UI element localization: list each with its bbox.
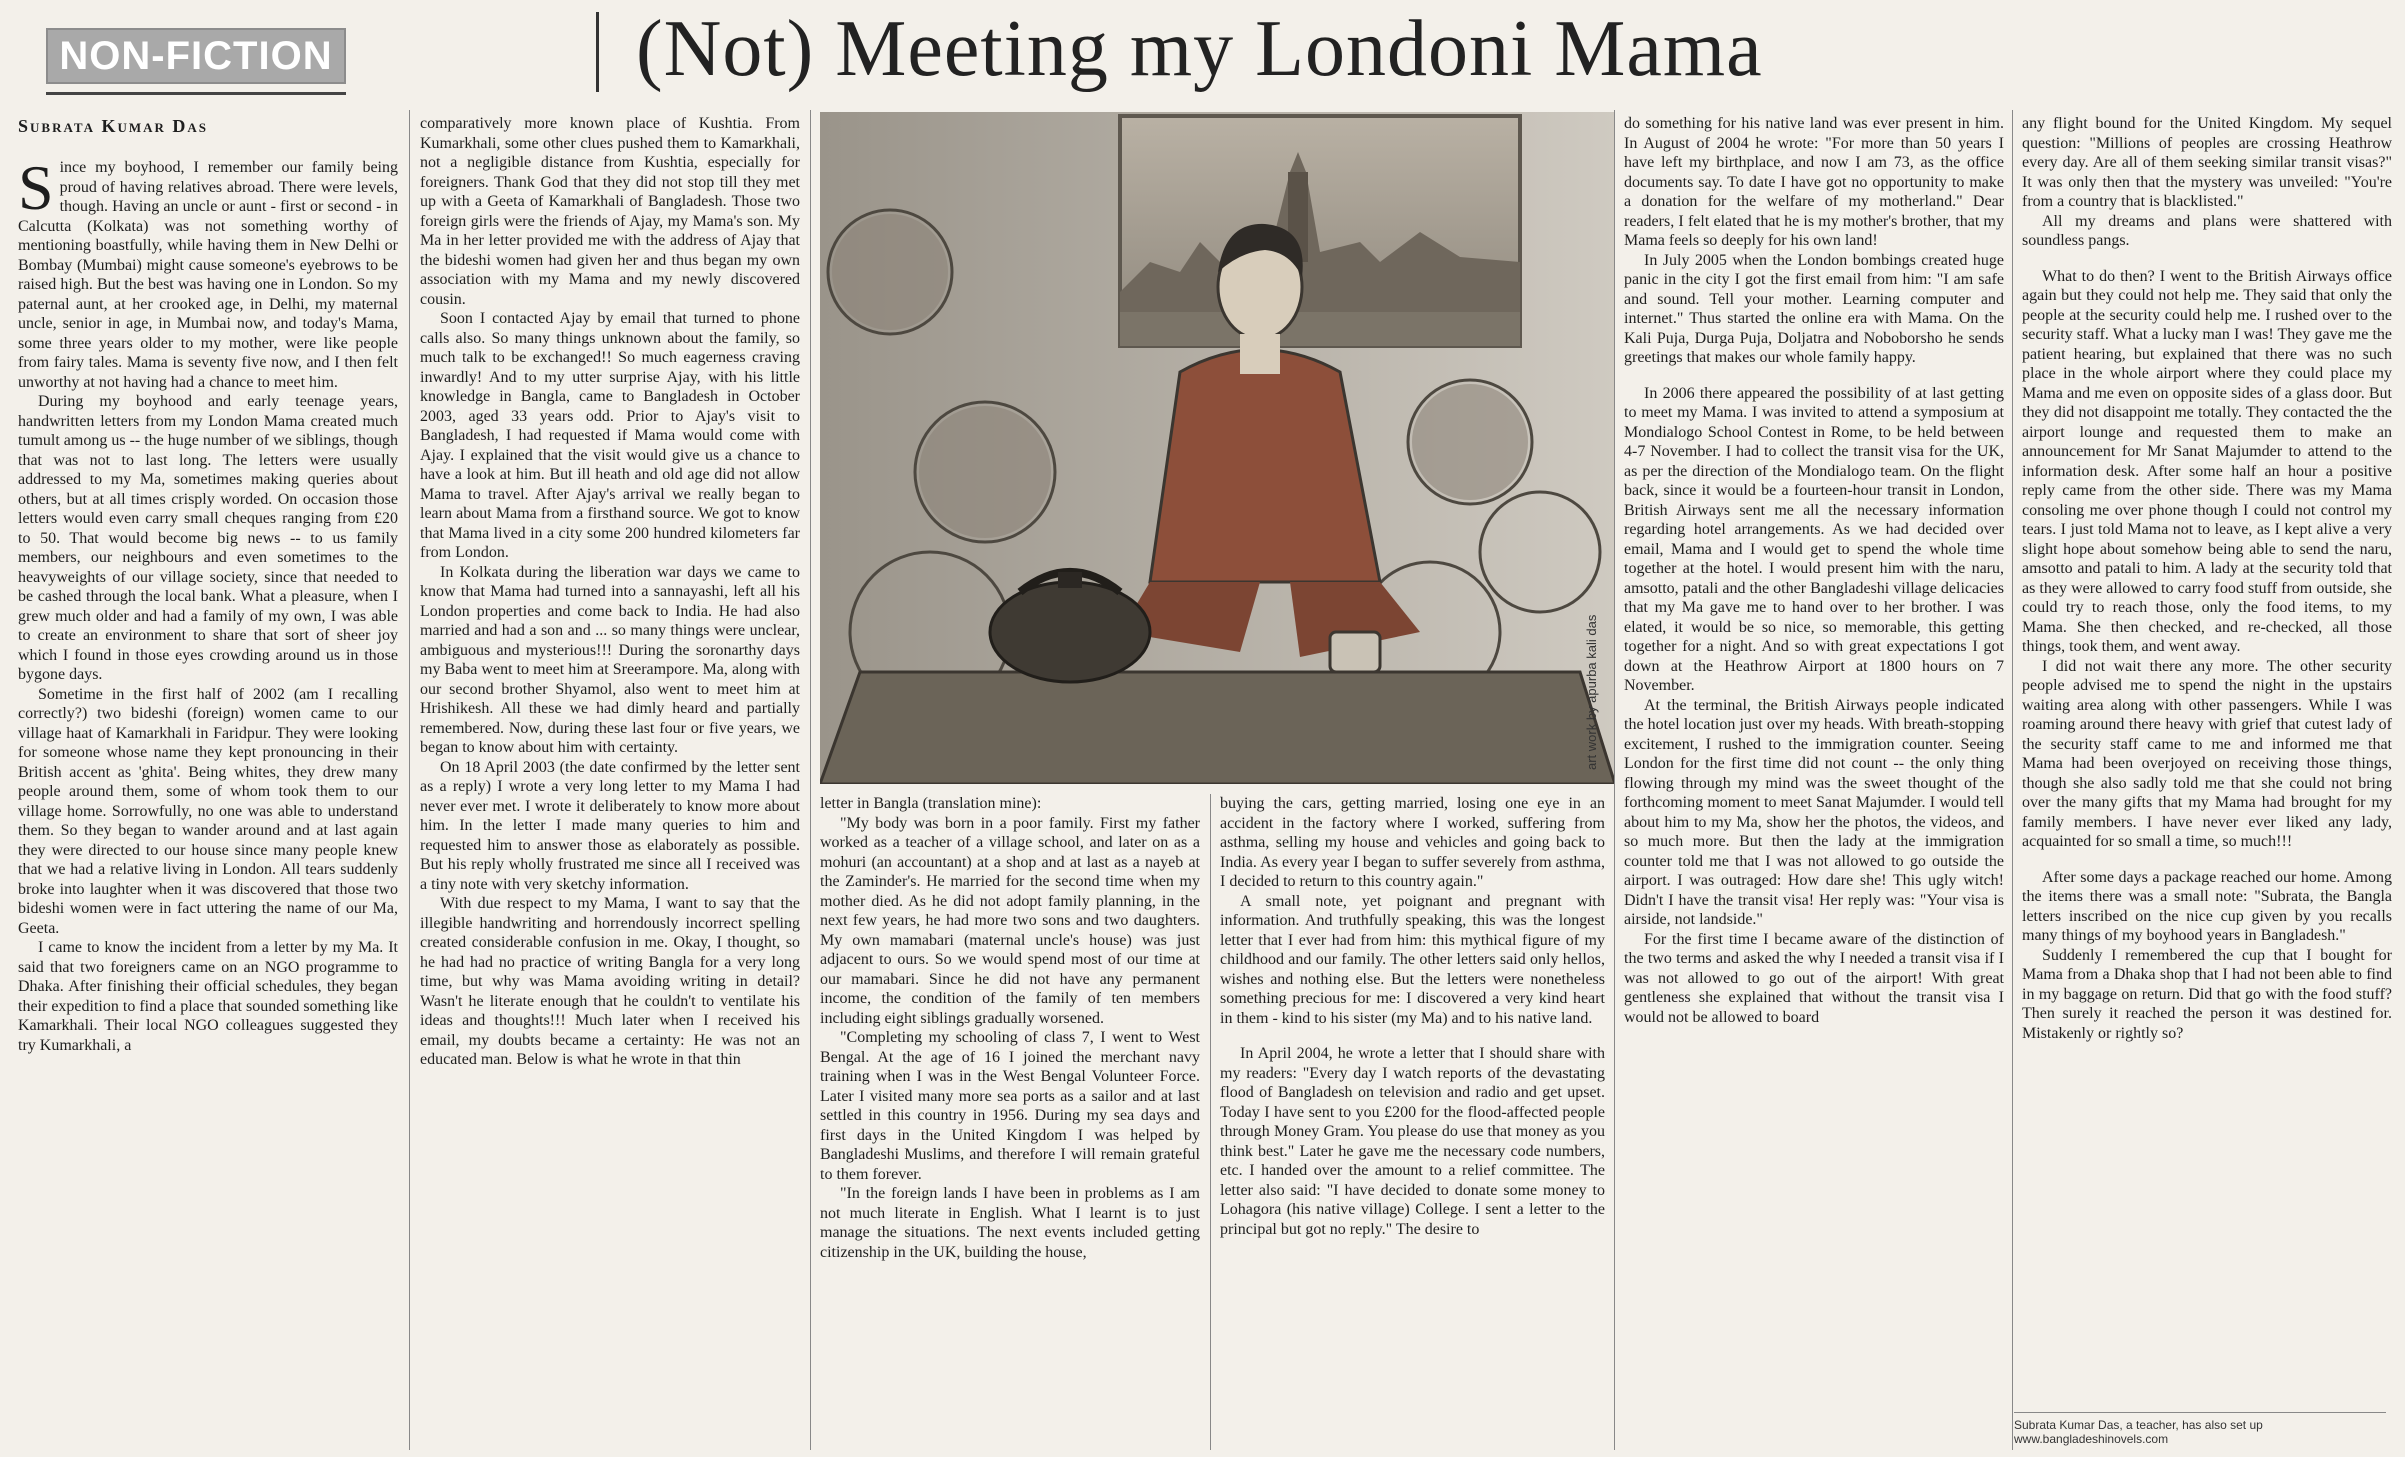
paragraph: During my boyhood and early teenage years, handwritten letters from my London Mama created much tumult among us -- the huge number of we siblings, though that was not to last long. The letters were usually addressed to my Ma, sometimes making queries about others, but at all times crisply worded. On occasion those letters would even carry small cheques ranging from £20 to 50. That would become big news -- to us family members, our neighbours and even sometimes to the heavyweights of our village society, since that needed to be cashed through the local bank. What a pleasure, when I grew much older and had a family of my own, I was able to create an environment to share that sort of sheer joy which I found in those eyes crowding around us in those bygone days. [18, 393, 398, 683]
paragraph: buying the cars, getting married, losing one eye in an accident in the factory where I worked, suffering from asthma, selling my house and vehicles and going back to India. As every year I began to suffer severely from asthma, I decided to return to this country again." [1220, 795, 1605, 890]
paragraph: In Kolkata during the liberation war days we came to know that Mama had turned into a sannayashi, left all his London properties and come back to India. He had also married and had a son and ... so many things were unclear, ambiguous and mysterious!!! During the soronarthy days my Baba went to meet him at Sreerampore. Ma, along with our second brother Shyamol, also went to meet him at Hrishikesh. All these we had dimly heard and partially remembered. Now, during these last four or five years, we began to know about him with certainty. [420, 563, 800, 756]
footnote-rule [2014, 1412, 2386, 1413]
author-note: Subrata Kumar Das, a teacher, has also set up www.bangladeshinovels.com [2014, 1418, 2263, 1446]
paragraph: In July 2005 when the London bombings created huge panic in the city I got the first email from him: "I am safe and sound. Tell your mother. Learning computer and internet." Thus started the online era with Mama. On the Kali Puja, Durga Puja, Doljatra and Noboborsho he sends greetings that makes our whole family happy. [1624, 251, 2004, 366]
artwork-svg [820, 112, 1615, 784]
paragraph: In 2006 there appeared the possibility of at last getting to meet my Mama. I was invited to attend a symposium at Mondialogo School Contest in Rome, to be held between 4-7 November. I had to collect the transit visa for the UK, as per the direction of the Mondialogo team. On the flight back, since it would be a fourteen-hour transit in London, British Airways sent me all the necessary information regarding hotel arrangements. As we had decided over email, Mama and I would get to spend the whole time together at the hotel. I would present him with the naru, amsotto, patali and the other Bangladeshi village delicacies that my Ma gave me to hand over to her brother. I was elated, it would be so nice, so memorable, this getting together for a night. And so with great expectations I got down at the Heathrow Airport at 1800 hours on 7 November. [1624, 384, 2004, 694]
paragraph: For the first time I became aware of the distinction of the two terms and asked the why I needed a transit visa if I was not allowed to go out of the airport! With great gentleness she explained that without the transit visa I would not be allowed to board [1624, 930, 2004, 1026]
paragraph: Soon I contacted Ajay by email that turned to phone calls also. So many things unknown about the family, so much talk to be exchanged!! So much eagerness craving inwardly! And to my utter surprise Ajay, with his little knowledge in Bangla, came to Bangladesh in October 2003, aged 33 years odd. Prior to Ajay's visit to Bangladesh, I had requested if Mama would come with Ajay. I explained that the visit would give us a chance to have a look at him. But ill heath and old age did not allow Mama to travel. After Ajay's arrival we really began to learn about Mama from a firsthand source. We got to know that Mama lived in a city some 200 hundred kilometers far from London. [420, 310, 800, 561]
paragraph: Sometime in the first half of 2002 (am I recalling correctly?) two bideshi (foreign) women came to our village haat of Kamarkhali in Faridpur. They were looking for someone whose name they kept pronouncing in their British accent as 'ghita'. Being whites, they drew many people around them, some of whom took them to our village home. Sorrowfully, no one was able to understand them. So they began to wander around and at last again they were directed to our house since many people knew that we had a relative living in London. All tears suddenly broke into laughter when it was discovered that those two bideshi women were in fact uttering the name of our Ma, Geeta. [18, 685, 398, 937]
headline: (Not) Meeting my Londoni Mama [636, 5, 1763, 93]
paragraph: "In the foreign lands I have been in problems as I am not much literate in English. What I learnt is to just manage the situations. The next events included getting citizenship in the UK, building the house, [820, 1185, 1200, 1261]
header-divider [596, 12, 599, 92]
paragraph: A small note, yet poignant and pregnant with information. And truthfully speaking, this was the longest letter that I ever had from him: this mythical figure of my childhood and our family. The other letters said only hellos, wishes and nothing else. But the letters were nonetheless something precious for me: I discovered a very kind heart in them - kind to his sister (my Ma) and to his native land. [1220, 892, 1605, 1027]
paragraph: "Completing my schooling of class 7, I went to West Bengal. At the age of 16 I joined the merchant navy training when I was in the West Bengal Volunteer Force. Later I visited many more sea ports as a sailor and at last settled in this country in 1956. During my sea days and first days in the United Kingdom I was helped by Bangladeshi Muslims, and therefore I will remain grateful to them forever. [820, 1029, 1200, 1183]
column-4 [1220, 794, 1605, 1454]
paragraph: All my dreams and plans were shattered with soundless pangs. [2022, 212, 2392, 249]
column-rule [810, 110, 811, 1450]
paragraph [18, 158, 398, 392]
column-rule [1614, 110, 1615, 1450]
column-5 [1624, 114, 2004, 1454]
drop-cap: S [18, 158, 54, 223]
paragraph: I did not wait there any more. The other security people advised me to spend the night in the upstairs waiting area along with other passengers. While I was roaming around there heavy with grief that cutest lady of the security staff came to me and informed me that Mama had been overjoyed on receiving those things, though she also sadly told me that she could not bring over the many gifts that my Mama had brought for my family members. I have never ever liked any lady, acquainted for so small a time, so much!!! [2022, 657, 2392, 850]
section-tag-rule [46, 92, 346, 95]
paragraph: "My body was born in a poor family. First my father worked as a teacher of a village school, and later on as a mohuri (an accountant) at a shop and at last as a nayeb at the Zaminder's. He married for the second time when my mother died. As he did not adopt family planning, in the next few years, he had more two sons and two daughters. My own mamabari (maternal uncle's house) was just adjacent to ours. So we would spend most of our time at our mamabari. Since he did not have any permanent income, the condition of the family of ten members including eight siblings gradually worsened. [820, 814, 1200, 1027]
paragraph: After some days a package reached our home. Among the items there was a small note: "Subrata, the Bangla letters inscribed on the nice cup given by you recalls many things of my boyhood years in Bangladesh." [2022, 868, 2392, 944]
art-credit: art work by apurba kali das [1584, 614, 1599, 770]
column-rule [2012, 110, 2013, 1450]
paragraph: comparatively more known place of Kushtia. From Kumarkhali, some other clues pushed them to Kamarkhali, not a negligible distance from Kushtia, especially for foreigners. Thank God that they did not stop till they met up with a Geeta of Kamarkhali of Bangladesh. Those two foreign girls were the friends of Ajay, my Mama's son. My Ma in her letter provided me with the address of Ajay that the bideshi women had given her and thus began my own association with my Mama and my newly discovered cousin. [420, 115, 800, 308]
paragraph: In April 2004, he wrote a letter that I should share with my readers: "Every day I watch reports of the devastating flood of Bangladesh on television and radio and get upset. Today I have sent to you £200 for the flood-affected people through Money Gram. You please do use that money as you think best." Later he gave me the necessary code numbers, etc. I handed over the amount to a relief committee. The letter also said: "I have decided to donate some money to Lohagora (his native village) College. I sent a letter to the principal but got no reply." The desire to [1220, 1045, 1605, 1238]
byline: Subrata Kumar Das [18, 116, 209, 136]
paragraph: do something for his native land was ever present in him. In August of 2004 he wrote: "For more than 50 years I have left my birthplace, and now I am 73, as the office documents say. To date I have got no opportunity to make a donation for the welfare of my motherland." Dear readers, I felt elated that he is my mother's brother, that my Mama feels so deeply for his own land! [1624, 115, 2004, 249]
column-6 [2022, 114, 2392, 1409]
paragraph: What to do then? I went to the British Airways office again but they could not help me. They said that only the people at the security could help me. I rushed over to the security staff. What a lucky man I was! They gave me the patient hearing, but explained that there was no such place in the whole airport where they could place my Mama and me even on opposite sides of a glass door. But they did not disappoint me totally. They contacted the the airport lounge and requested them to make an announcement for Mr Sanat Majumder to attend to the information desk. After some half an hour a positive reply came from the other side. There was my Mama consoling me over phone though I could not control my tears. I just told Mama not to leave, as I kept alive a very slight hope about somehow being able to send the naru, amsotto and patali to him. A lady at the security told that as they were allowed to carry food stuff from outside, she could try to reach those, only the food items, to my Mama. She then checked, and re-checked, all those things, took them, and went away. [2022, 267, 2392, 655]
paragraph: Suddenly I remembered the cup that I bought for Mama from a Dhaka shop that I had not been able to find in my baggage on return. Did that go with the food stuff? Then surely it reached the person it was destined for. Mistakenly or rightly so? [2022, 946, 2392, 1042]
column-rule [1210, 794, 1211, 1450]
illustration-artwork [820, 112, 1615, 784]
column-rule [409, 110, 410, 1450]
paragraph: any flight bound for the United Kingdom. My sequel question: "Millions of peoples are crossing Heathrow every day. Are all of them seeking similar transit visas?" It was only then that the mystery was unveiled: "You're from a country that is blacklisted." [2022, 115, 2392, 210]
section-tag: NON-FICTION [46, 28, 346, 84]
paragraph: At the terminal, the British Airways people indicated the hotel location just over my heads. With breath-stopping excitement, I rushed to the immigration counter. Seeing London for the first time did not count -- the only thing flowing through my mind was the sweet thought of the forthcoming moment to meet Sanat Majumder. I would tell about him to my Ma, show her the photos, the videos, and so much more. But then the lady at the immigration counter told me that I was not allowed to go outside the airport. I was outraged: How dare she! This ugly witch! Didn't I have the transit visa! Her reply was: "Your visa is airside, not landside." [1624, 696, 2004, 928]
paragraph: With due respect to my Mama, I want to say that the illegible handwriting and horrendously incorrect spelling created considerable confusion in me. Okay, I thought, so he had had no practice of writing Bangla for a very long time, but why was Mama avoiding writing in detail? Wasn't he literate enough that he couldn't to ventilate his ideas and thoughts!!! Much later when I received his email, my doubts became a certainty: He was not an educated man. Below is what he wrote in that thin [420, 895, 800, 1068]
paragraph: letter in Bangla (translation mine): [820, 795, 1042, 812]
column-3 [820, 794, 1200, 1454]
paragraph: I came to know the incident from a letter by my Ma. It said that two foreigners came on an NGO programme to Dhaka. After finishing their official schedules, they began their expedition to find a place that sounded something like Kamarkhali. Their local NGO colleagues suggested they try Kumarkhali, a [18, 939, 398, 1054]
paragraph: On 18 April 2003 (the date confirmed by the letter sent as a reply) I wrote a very long letter to my Mama I had never ever met. I wrote it deliberately to know more about him. In the letter I made many queries to him and requested him to answer those as elaborately as possible. But his reply wholly frustrated me since all I received was a tiny note with very sketchy information. [420, 758, 800, 893]
column-1 [18, 158, 398, 1453]
column-2 [420, 114, 800, 1454]
paragraph-text: ince my boyhood, I remember our family being proud of having relatives abroad. There were levels, though. Having an uncle or aunt - first or second - in Calcutta (Kolkata) was not something worthy of mentioning boastfully, while having them in New Delhi or Bombay (Mumbai) might cause someone's eyebrows to be raised high. But the best was having one in London. So my paternal aunt, at her crooked age, in Delhi, my maternal uncle, senior in age, in Mumbai now, and today's Mama, some three years older to my mother, were like people from fairy tales. Mama is seventy five now, and I then felt unworthy at not having had a chance to meet him. [18, 159, 398, 391]
